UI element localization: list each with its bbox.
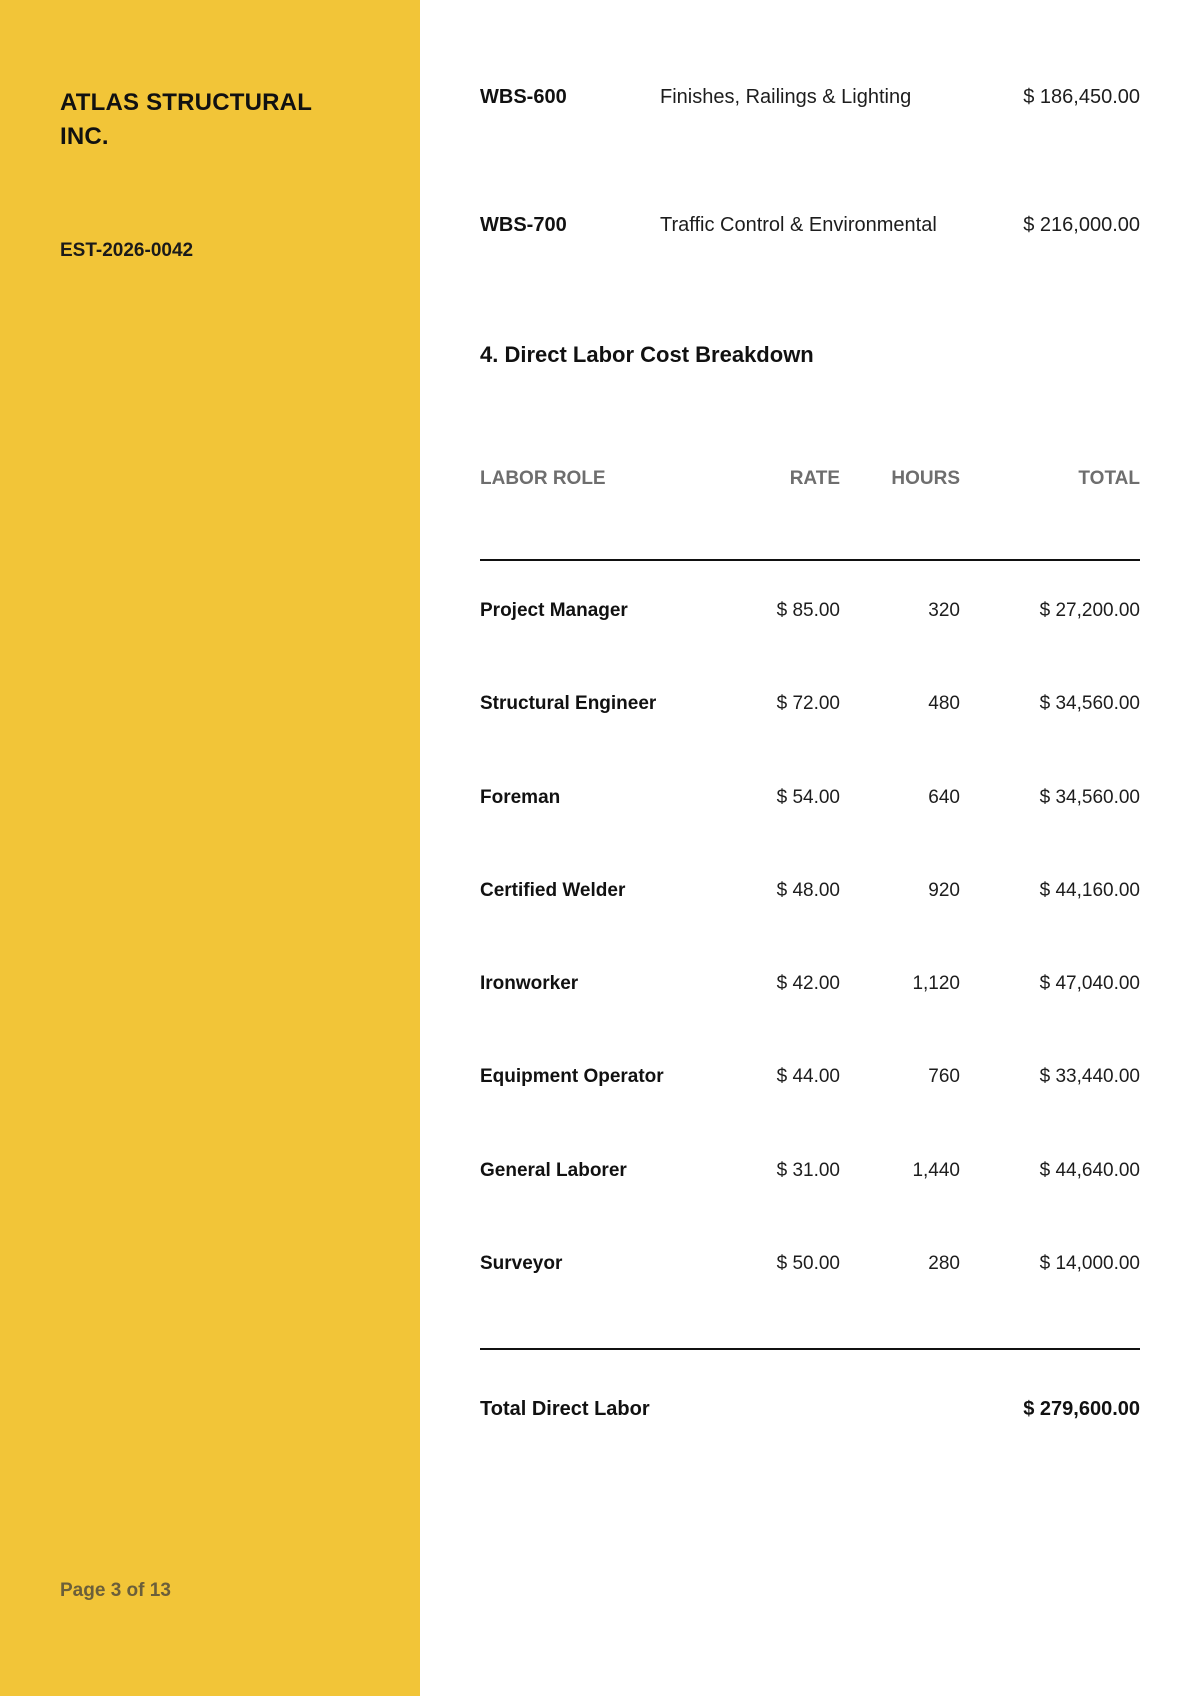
table-row [480,880,1140,973]
labor-table-body [480,600,1140,1346]
row-hours: 920 [928,879,960,901]
header-labor-role: LABOR ROLE [480,468,606,489]
company-name: ATLAS STRUCTURAL INC. [60,89,312,150]
row-hours: 760 [928,1066,960,1088]
table-row [480,1253,1140,1346]
row-rate: $ 72.00 [776,693,840,715]
row-hours: 480 [928,693,960,715]
total-row [480,1398,1140,1428]
row-total: $ 27,200.00 [1039,600,1140,621]
row-total: $ 44,640.00 [1039,1159,1140,1181]
table-row [480,973,1140,1066]
header-divider [480,559,1140,561]
wbs-description: Traffic Control & Environmental [660,214,937,236]
table-row [480,600,1140,693]
row-rate: $ 48.00 [776,879,840,901]
total-label: Total Direct Labor [480,1398,650,1420]
row-role: General Laborer [480,1159,627,1181]
header-hours: HOURS [891,468,960,489]
row-role: Equipment Operator [480,1066,664,1088]
table-row [480,693,1140,786]
total-divider [480,1348,1140,1350]
row-rate: $ 85.00 [776,600,840,621]
wbs-row [480,86,1140,116]
sidebar [0,0,420,1696]
header-rate: RATE [789,468,840,489]
table-row [480,1066,1140,1159]
row-rate: $ 50.00 [776,1253,840,1275]
row-hours: 1,120 [912,973,960,995]
row-role: Foreman [480,786,561,808]
row-hours: 640 [928,786,960,808]
main-content [480,0,1140,1696]
total-value: $ 279,600.00 [1023,1398,1140,1420]
row-rate: $ 42.00 [776,973,840,995]
table-row [480,1160,1140,1253]
row-rate: $ 31.00 [776,1159,840,1181]
row-role: Ironworker [480,973,579,995]
row-hours: 280 [928,1253,960,1275]
row-hours: 1,440 [912,1159,960,1181]
row-total: $ 44,160.00 [1039,879,1140,901]
row-total: $ 34,560.00 [1039,786,1140,808]
row-total: $ 34,560.00 [1039,693,1140,715]
wbs-description: Finishes, Railings & Lighting [660,86,912,108]
row-rate: $ 44.00 [776,1066,840,1088]
row-total: $ 14,000.00 [1039,1253,1140,1275]
wbs-amount: $ 186,450.00 [1023,86,1140,108]
row-role: Surveyor [480,1253,563,1275]
header-total: TOTAL [1078,468,1140,489]
row-role: Certified Welder [480,879,626,901]
row-role: Structural Engineer [480,693,657,715]
row-hours: 320 [928,600,960,621]
section-title: 4. Direct Labor Cost Breakdown [480,342,814,367]
table-header [480,468,1140,496]
row-total: $ 33,440.00 [1039,1066,1140,1088]
row-rate: $ 54.00 [776,786,840,808]
wbs-row [480,214,1140,244]
page-number: Page 3 of 13 [60,1580,171,1601]
wbs-amount: $ 216,000.00 [1023,214,1140,236]
row-total: $ 47,040.00 [1039,973,1140,995]
wbs-code: WBS-600 [480,86,567,108]
estimate-number: EST-2026-0042 [60,240,194,261]
wbs-code: WBS-700 [480,214,567,236]
table-row [480,787,1140,880]
row-role: Project Manager [480,600,628,621]
